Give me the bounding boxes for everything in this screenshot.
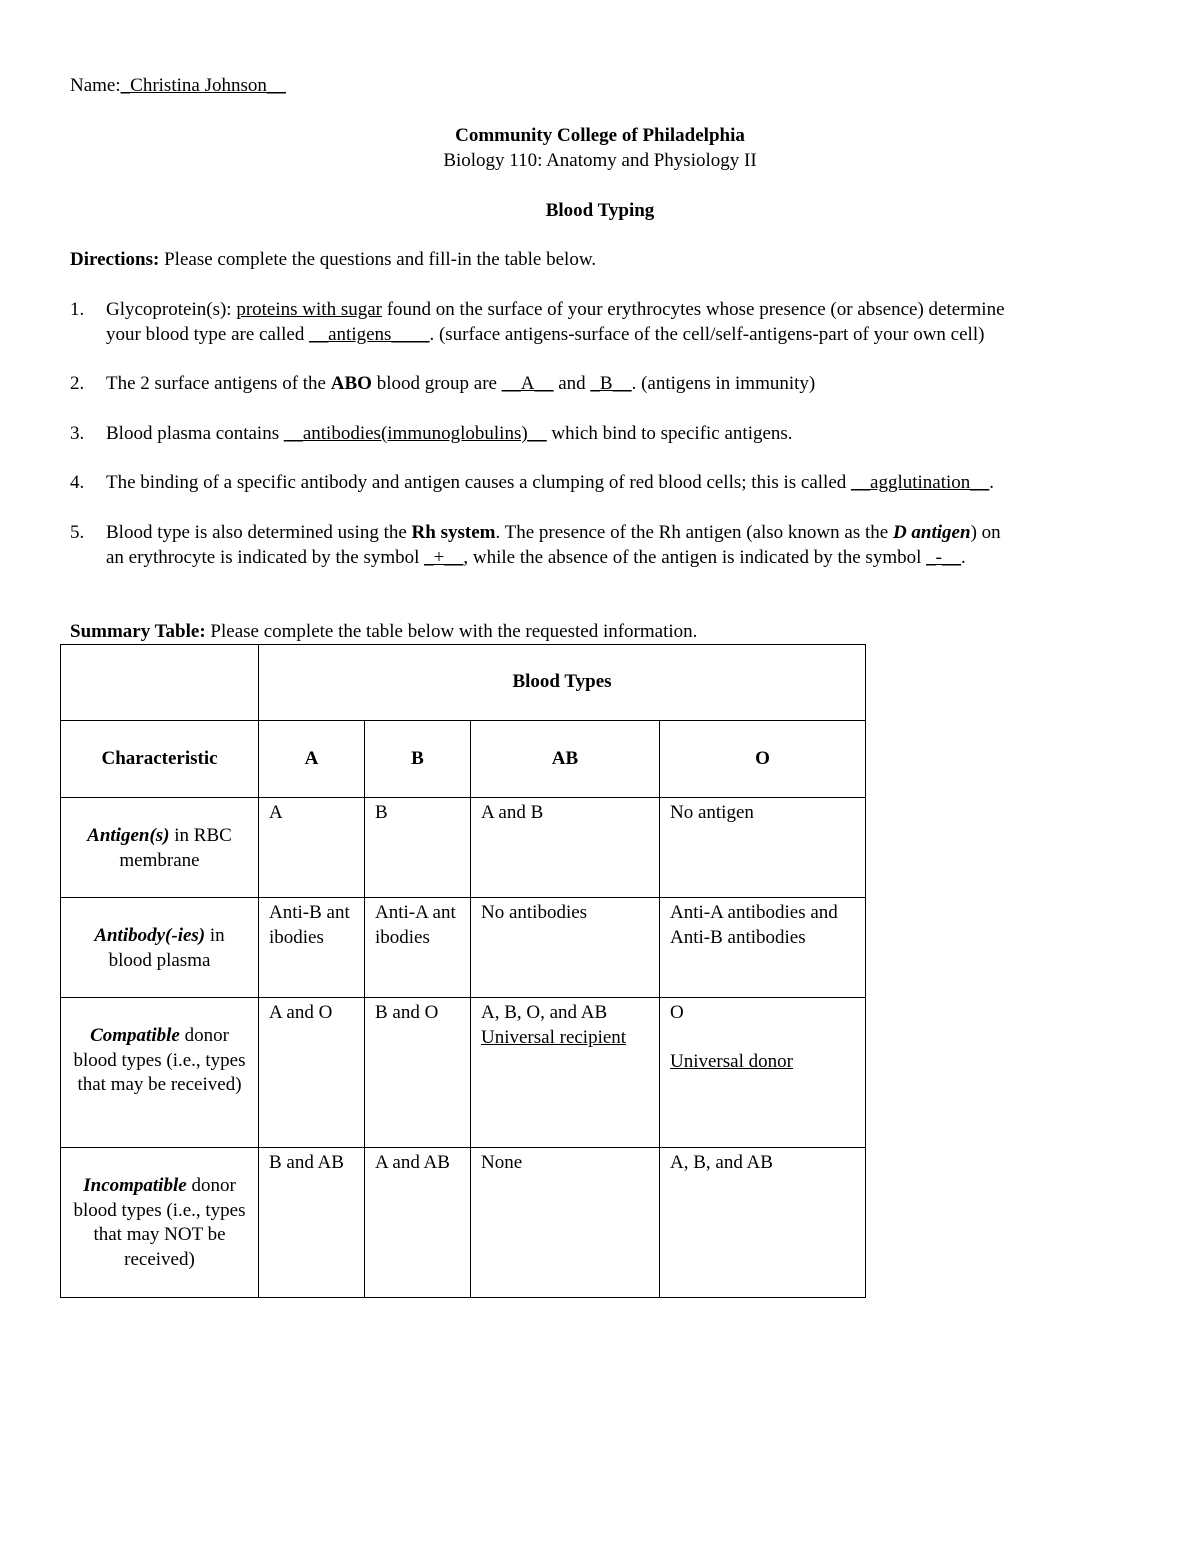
type-header-ab: AB: [471, 721, 660, 798]
row-label-compatible: Compatible donor blood types (i.e., types that may be received): [61, 998, 259, 1148]
summary-label: Summary Table:: [70, 621, 206, 642]
table-row-antigen: [61, 798, 866, 898]
table-row-compatible: [61, 998, 866, 1148]
table-row-incompatible: [61, 1148, 866, 1298]
worksheet-title: Blood Typing: [545, 200, 655, 221]
question-number: 2.: [70, 373, 85, 394]
directions-label: Directions:: [70, 249, 160, 270]
question-number: 3.: [70, 423, 85, 444]
directions-text: Please complete the questions and fill-in the table below.: [159, 249, 597, 270]
row-label-antibody: Antibody(-ies) in blood plasma: [61, 898, 259, 998]
table-cell: A and AB: [365, 1148, 471, 1298]
table-cell: B: [365, 798, 471, 898]
blood-types-header: Blood Types: [259, 645, 866, 721]
row-label-incompatible: Incompatible donor blood types (i.e., types that may NOT be received): [61, 1148, 259, 1298]
type-header-o: O: [660, 721, 866, 798]
name-field: _Christina Johnson__: [120, 75, 286, 96]
table-cell: No antigen: [660, 798, 866, 898]
question-text: The binding of a specific antibody and antigen causes a clumping of red blood cells; this is called __agglutination__.: [106, 472, 995, 493]
answer-blank: __antibodies(immunoglobulins)__: [283, 423, 547, 444]
name-line: [70, 74, 286, 98]
name-label: Name:: [70, 75, 121, 96]
college-name: Community College of Philadelphia: [455, 125, 745, 146]
question-text: Glycoprotein(s): proteins with sugar found on the surface of your erythrocytes whose presence (or absence) determine your blood type are called __antigens____. (surface antigens-surface of the cell/self-antigens-part of your own cell): [106, 299, 1005, 345]
answer-blank: _B__: [590, 373, 632, 394]
universal-donor-note: Universal donor: [670, 1051, 793, 1072]
table-cell: A: [259, 798, 365, 898]
summary-text: Please complete the table below with the requested information.: [205, 621, 698, 642]
table-row-antibody: [61, 898, 866, 998]
answer-blank: proteins with sugar: [236, 299, 382, 320]
row-label-antigen: Antigen(s) in RBC membrane: [61, 798, 259, 898]
table-cell: A and O: [259, 998, 365, 1148]
table-cell: None: [471, 1148, 660, 1298]
summary-instructions: [70, 620, 697, 644]
answer-blank: _-__: [926, 546, 961, 568]
answer-blank: __antigens____: [309, 323, 430, 345]
question-text: The 2 surface antigens of the ABO blood group are __A__ and _B__. (antigens in immunity): [106, 373, 816, 394]
table-cell: No antibodies: [471, 898, 660, 998]
universal-recipient-note: Universal recipient: [481, 1026, 627, 1048]
question-number: 4.: [70, 472, 85, 493]
table-cell: Anti-A antibodies and Anti-B antibodies: [660, 898, 866, 998]
question-text: Blood type is also determined using the Rh system. The presence of the Rh antigen (also known as the D antigen) on an erythrocyte is indicated by the symbol _+__, while the absence of the antigen is indicated by the symbol _-__.: [106, 522, 1001, 568]
type-header-a: A: [259, 721, 365, 798]
table-cell-empty: [61, 645, 259, 721]
answer-blank: __A__: [501, 373, 554, 394]
question-number: 1.: [70, 299, 85, 320]
type-header-b: B: [365, 721, 471, 798]
directions: [70, 248, 596, 272]
table-cell: Anti-B antibodies: [259, 898, 365, 998]
table-cell: A and B: [471, 798, 660, 898]
table-cell: Anti-A antibodies: [365, 898, 471, 998]
summary-table: [60, 644, 866, 1298]
answer-blank: __agglutination__: [851, 472, 990, 493]
table-cell: B and O: [365, 998, 471, 1148]
table-cell: O Universal donor: [660, 998, 866, 1148]
question-number: 5.: [70, 522, 85, 543]
question-text: Blood plasma contains __antibodies(immunoglobulins)__ which bind to specific antigens.: [106, 423, 793, 444]
answer-blank: _+__: [424, 546, 464, 568]
table-row: [61, 721, 866, 798]
course-title: Biology 110: Anatomy and Physiology II: [443, 150, 757, 171]
table-cell: B and AB: [259, 1148, 365, 1298]
table-row: [61, 645, 866, 721]
table-cell: A, B, O, and AB Universal recipient: [471, 998, 660, 1148]
characteristic-header: Characteristic: [61, 721, 259, 798]
table-cell: A, B, and AB: [660, 1148, 866, 1298]
student-name: Christina Johnson: [130, 75, 267, 96]
